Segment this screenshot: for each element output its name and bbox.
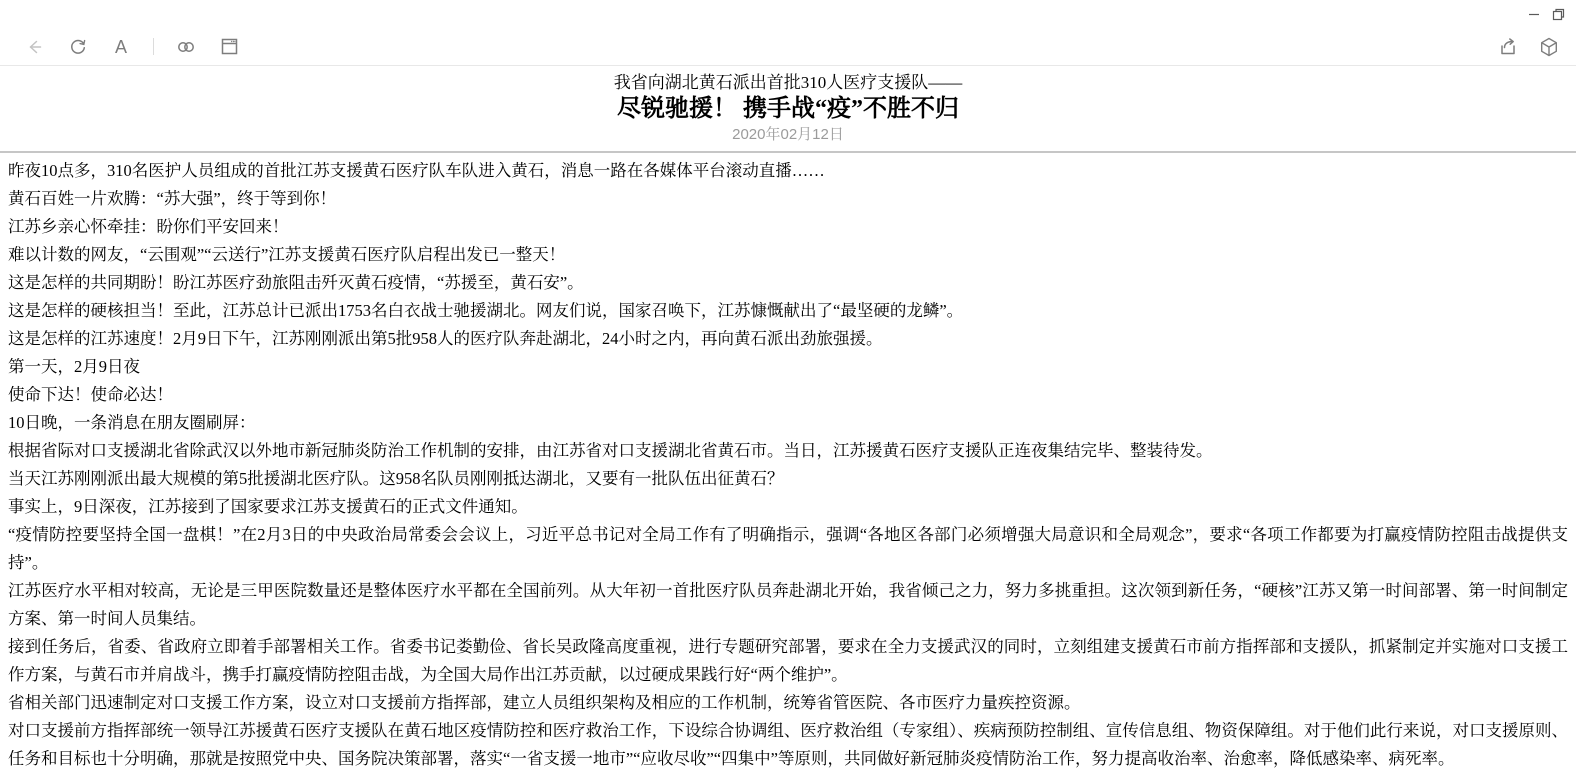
back-icon xyxy=(25,37,45,57)
article-paragraph: 对口支援前方指挥部统一领导江苏援黄石医疗支援队在黄石地区疫情防控和医疗救治工作，下设综合协调组、医疗救治组（专家组）、疾病预防控制组、宣传信息组、物资保障组。对于他们此行来说，对口支援原则、任务和目标也十分明确，那就是按照党中央、国务院决策部署，落实“一省支援一地市”“应收尽收”“四集中”等原则，共同做好新冠肺炎疫情防治工作，努力提高收治率、治愈率，降低感染率、病死率。 xyxy=(8,721,1568,768)
reader-window-icon xyxy=(219,36,240,57)
article-paragraph: 黄石百姓一片欢腾：“苏大强”，终于等到你！ xyxy=(8,189,337,208)
article-paragraph: 省相关部门迅速制定对口支援工作方案，设立对口支援前方指挥部，建立人员组织架构及相应的工作机制，统筹省管医院、各市医疗力量疾控资源。 xyxy=(8,693,1081,712)
article-paragraph: 这是怎样的共同期盼！盼江苏医疗劲旅阻击歼灭黄石疫情，“苏援至，黄石安”。 xyxy=(8,273,584,292)
restore-icon xyxy=(1552,8,1565,21)
article-paragraph: 这是怎样的硬核担当！至此，江苏总计已派出1753名白衣战士驰援湖北。网友们说，国家召唤下，江苏慷慨献出了“最坚硬的龙鳞”。 xyxy=(8,301,964,320)
article-paragraph: 江苏医疗水平相对较高，无论是三甲医院数量还是整体医疗水平都在全国前列。从大年初一首批医疗队员奔赴湖北开始，我省倾己之力，努力多挑重担。这次领到新任务，“硬核”江苏又第一时间部署、第一时间制定方案、第一时间人员集结。 xyxy=(8,581,1568,628)
article-paragraph: 根据省际对口支援湖北省除武汉以外地市新冠肺炎防治工作机制的安排，由江苏省对口支援湖北省黄石市。当日，江苏援黄石医疗支援队正连夜集结完毕、整装待发。 xyxy=(8,441,1213,460)
restore-button[interactable] xyxy=(1546,2,1570,26)
font-size-button[interactable] xyxy=(110,36,132,58)
minimize-button[interactable] xyxy=(1522,2,1546,26)
article-body xyxy=(0,153,1576,773)
article-paragraph: 第一天，2月9日夜 xyxy=(8,357,140,376)
article-paragraph: “疫情防控要坚持全国一盘棋！”在2月3日的中央政治局常委会会议上，习近平总书记对全局工作有了明确指示，强调“各地区各部门必须增强大局意识和全局观念”，要求“各项工作都要为打赢疫情防控阻击战提供支持”。 xyxy=(8,525,1568,572)
article-paragraph: 事实上，9日深夜，江苏接到了国家要求江苏支援黄石的正式文件通知。 xyxy=(8,497,528,516)
minimize-icon xyxy=(1528,8,1540,20)
article-supertitle: 我省向湖北黄石派出首批310人医疗支援队—— xyxy=(613,73,963,92)
article-paragraph: 江苏乡亲心怀牵挂：盼你们平安回来！ xyxy=(8,217,289,236)
article-title: 尽锐驰援！ 携手战“疫”不胜不归 xyxy=(617,96,959,122)
cube-icon xyxy=(1538,36,1560,58)
article-header xyxy=(0,66,1576,144)
article-paragraph: 接到任务后，省委、省政府立即着手部署相关工作。省委书记娄勤俭、省长吴政隆高度重视，进行专题研究部署，要求在全力支援武汉的同时，立刻组建支援黄石市前方指挥部和支援队，抓紧制定并实施对口支援工作方案，与黄石市并肩战斗，携手打赢疫情防控阻击战，为全国大局作出江苏贡献，以过硬成果践行好“两个维护”。 xyxy=(8,637,1568,684)
article-date: 2020年02月12日 xyxy=(732,126,844,143)
share-icon xyxy=(1497,36,1519,58)
link-icon xyxy=(175,36,197,58)
titlebar xyxy=(0,0,1576,28)
link-button[interactable] xyxy=(175,36,197,58)
article-paragraph: 昨夜10点多，310名医护人员组成的首批江苏支援黄石医疗队车队进入黄石，消息一路在各媒体平台滚动直播…… xyxy=(8,161,825,180)
article-paragraph: 10日晚，一条消息在朋友圈刷屏： xyxy=(8,413,256,432)
article-paragraph: 难以计数的网友，“云围观”“云送行”江苏支援黄石医疗队启程出发已一整天！ xyxy=(8,245,566,264)
article-view xyxy=(0,66,1576,773)
back-button[interactable] xyxy=(24,36,46,58)
article-paragraph: 当天江苏刚刚派出最大规模的第5批援湖北医疗队。这958名队员刚刚抵达湖北，又要有一批队伍出征黄石？ xyxy=(8,469,784,488)
article-paragraph: 使命下达！使命必达！ xyxy=(8,385,173,404)
share-button[interactable] xyxy=(1497,36,1519,58)
refresh-button[interactable] xyxy=(67,36,89,58)
article-paragraph: 这是怎样的江苏速度！2月9日下午，江苏刚刚派出第5批958人的医疗队奔赴湖北，24小时之内，再向黄石派出劲旅强援。 xyxy=(8,329,883,348)
toolbar-divider xyxy=(153,38,154,55)
toolbar-left-group xyxy=(24,36,240,58)
refresh-icon xyxy=(68,37,88,57)
toolbar xyxy=(0,28,1576,66)
font-size-icon: A xyxy=(114,36,127,57)
cube-button[interactable] xyxy=(1538,36,1560,58)
close-button[interactable] xyxy=(1570,2,1576,26)
reader-window-button[interactable] xyxy=(218,36,240,58)
toolbar-right-group xyxy=(1497,36,1560,58)
